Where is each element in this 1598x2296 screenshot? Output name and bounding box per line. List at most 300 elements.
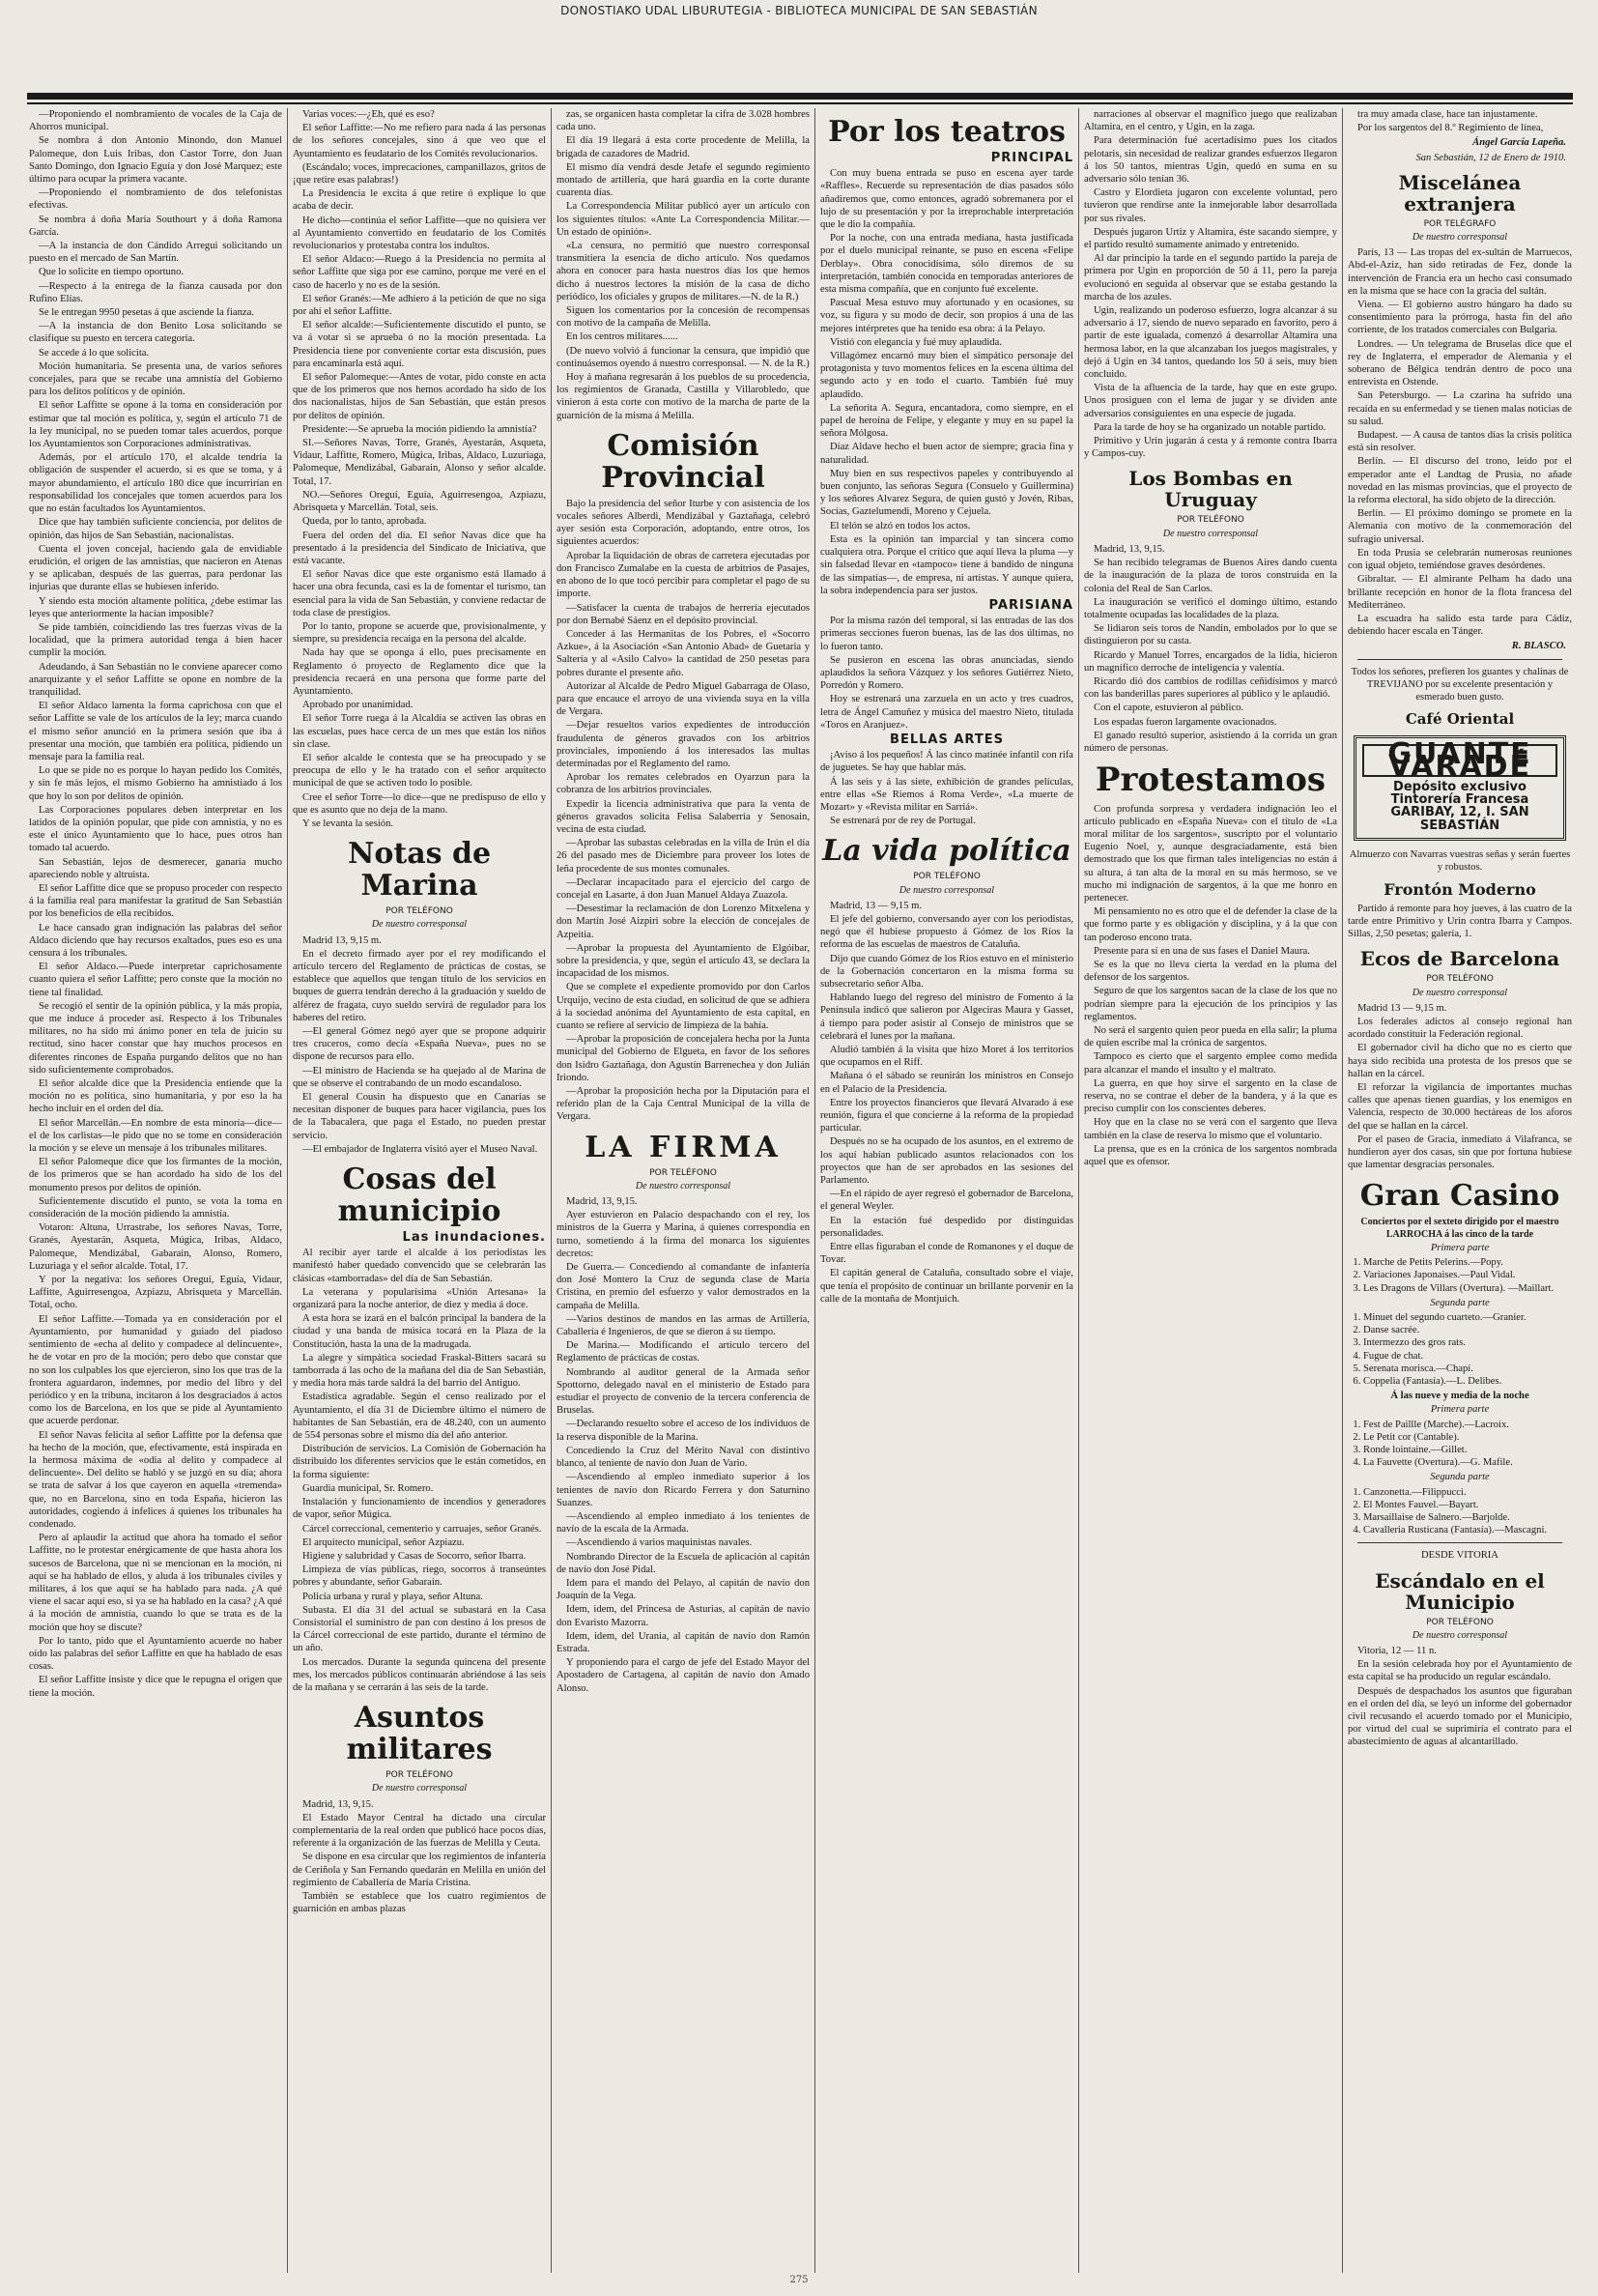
paragraph: Vitoria, 12 — 11 n. (1357, 1645, 1437, 1656)
paragraph: El señor Aldaco lamenta la forma caprichosa con que el señor Laffitte se vale de los artículos de la ley; marca cuando el mismo señor anunció en la primera sesión que iba á presentar una moción, que también era política, pidiendo un mensaje para la familia real. (29, 701, 282, 762)
navarras-ad: Almuerzo con Navarras vuestras señas y serán fuertes y robustos. (1349, 848, 1571, 874)
paragraph: zas, se organicen hasta completar la cifra de 3.028 hombres cada uno. (556, 109, 810, 133)
casino-night: Á las nueve y media de la noche (1390, 1391, 1529, 1402)
paragraph: Moción humanitaria. Se presenta una, de varios señores concejales, para que se recabe una amnistía del Gobierno para los delitos políticos y de opinión. (29, 360, 282, 398)
paragraph: —Aprobar la propuesta del Ayuntamiento de Elgóibar, sobre la presidencia, y que, según el artículo 43, se declara la incapacidad de los mismos. (556, 942, 810, 980)
paragraph: Bajo la presidencia del señor Iturbe y con asistencia de los vocales señores Alberdi, Mendizábal y Gaztañaga, celebró ayer sesión esta Corporación, adoptando, entre otros, los siguientes acuerdos: (556, 498, 810, 548)
program-item: 4. La Fauvette (Overtura).—G. Mafile. (1363, 1456, 1572, 1469)
marina-source: POR TELÉFONO (385, 906, 453, 917)
paragraph: Se le entregan 9950 pesetas á que asciende la fianza. (39, 307, 254, 319)
vida-correspondent: De nuestro corresponsal (899, 884, 995, 896)
parisiana-paragraphs (820, 615, 1073, 732)
paragraph: Entre los proyectos financieros que llevará Alvarado á ese reunión, figura el que concierne á la reforma de la propiedad particular. (820, 1097, 1073, 1134)
paragraph: La alegre y simpática sociedad Fraskal-Bitters sacará su tamborrada á las ocho de la mañana del día de San Sebastián, y media hora más tarde saldrá la del barrio del Antiguo. (293, 1352, 546, 1390)
program-item: 2. Danse sacrée. (1363, 1324, 1572, 1336)
paragraph: El señor Palomeque dice que los firmantes de la moción, de los primeros que se han acordado ha sido de los del monumento presos por delitos de opinión. (29, 1157, 282, 1193)
paragraph: Con muy buena entrada se puso en escena ayer tarde «Raffles». Recuerde su representación de días pasados sólo añadiremos que, como entonces, agradó sobremanera por el lujo de su presentación y por la irreprochable interpretación que le dio la compañía. (820, 168, 1073, 231)
paragraph: Siguen los comentarios por la concesión de recompensas con motivo de la campaña de Melilla. (556, 305, 810, 330)
paragraph: Por lo tanto, pido que el Ayuntamiento acuerde no haber oído las palabras del señor Laffitte en que ha hablado de esas cosas. (29, 1635, 282, 1673)
paragraph: El señor alcalde:—Suficientemente discutido el punto, se va á votar si se aprueba ó no la moción presentada. La Presidencia tiene por conveniente cortar esta discusión, pues para encaminarla está aquí. (293, 320, 546, 369)
paragraph: También se establece que los cuatro regimientos de guarnición en ambas plazas (293, 1890, 546, 1915)
casino-part-3: Primera parte (1430, 1404, 1490, 1416)
paragraph: Con el capote, estuvieron al público. (1094, 703, 1244, 714)
paragraph: Se accede á lo que solicita. (39, 347, 150, 359)
col2-paragraphs (293, 108, 546, 830)
marina-correspondent: De nuestro corresponsal (371, 919, 468, 931)
paragraph: Autorizar al Alcalde de Pedro Miguel Gabarraga de Olaso, para que encauce el arroyo de una vivienda suya en la villa de Vergara. (556, 680, 810, 718)
paragraph: Ugin, realizando un poderoso esfuerzo, logra alcanzar á su adversario á 17, siendo de nuevo separado en favorito, pero á partir de este igualada, comenzó á desarrollar Altamira una hermosa labor, en la que alcanzaban los juegos magistrales, y dejó á Ugin en 34 tantos, quedando los 50 á seis, muy bien concluido. (1084, 305, 1337, 381)
vida-heading: La vida política (822, 834, 1071, 869)
paragraph: Subasta. El día 31 del actual se subastará en la Casa Consistorial el suministro de pan con destino á los presos de la Cárcel correccional de este partido, durante el término de un año. (293, 1604, 546, 1654)
col3-paragraphs (556, 108, 810, 422)
paragraph: San Sebastián, lejos de desmerecer, ganaría mucho apareciendo noble y altruista. (29, 856, 282, 880)
protestamos-paragraphs (1084, 803, 1337, 1169)
miscelanea-heading: Miscelánea extranjera (1398, 170, 1522, 215)
archive-header: DONOSTIAKO UDAL LIBURUTEGIA - BIBLIOTECA MUNICIPAL DE SAN SEBASTIÁN (560, 4, 1038, 17)
program-item: 1. Fest de Paillle (Marche).—Lacroix. (1363, 1419, 1572, 1431)
paragraph: Madrid 13, 9,15 m. (302, 934, 382, 946)
separator (1357, 1542, 1562, 1543)
paragraph: —Aprobar la proposición hecha por la Diputación para el referido plan de la Caja Central Municipal de la villa de Vergara. (556, 1086, 810, 1123)
paragraph: Ricardo dió dos cambios de rodillas ceñidísimos y marcó con las banderillas pares superiores al público y le aplaudió. (1084, 675, 1337, 701)
paragraph: Hoy se estrenará una zarzuela en un acto y tres cuadros, letra de Ángel Camuñez y música del maestro Nieto, titulada «Toros en Aranjuez». (820, 694, 1073, 731)
paragraph: Idem, idem, del Urania, al capitán de navío don Ramón Estrada. (556, 1630, 810, 1654)
paragraph: Los espadas fueron largamente ovacionados. (1094, 716, 1277, 728)
paragraph: NO.—Señores Oreguí, Eguía, Aguirresengoa, Azpiazu, Abrisqueta y Marcellán. Total, seis. (293, 489, 546, 514)
paragraph: Votaron: Altuna, Urrastrabe, los señores Navas, Torre, Granés, Ayestarán, Asqueta, Múgica, Iribas, Aldaco, Palomeque, Mendizábal, Gabarain, Alonso, Romero, Luzuriaga y el señor alcalde. Total, 17. (29, 1222, 282, 1272)
paragraph: Después de despachados los asuntos que figuraban en el orden del día, se leyó un informe del gobernador civil recusando el acuerdo tomado por el Municipio, por virtud del cual se suprimiría el contrato para el abastecimiento de aguas al alcantarillado. (1348, 1685, 1572, 1748)
paragraph: Nombrando al auditor general de la Armada señor Spottorno, delegado naval en el ministerio de Estado para estudiar el proyecto de convenio de la tercera conferencia de Bruselas. (556, 1366, 810, 1417)
paragraph: En la sesión celebrada hoy por el Ayuntamiento de esta capital se ha producido un regular escándalo. (1348, 1659, 1572, 1683)
paragraph: Madrid, 13, 9,15. (566, 1196, 638, 1208)
paragraph: En la estación fué despedido por distinguidas personalidades. (820, 1215, 1073, 1239)
paragraph: El señor Palomeque:—Antes de votar, pido conste en acta que de los primeros que nos hemos acordado ha sido de los dos nacionalistas, hijos de San Sebastián, que están presos por delitos de opinión. (293, 372, 546, 421)
militares-heading: Asuntos militares (346, 1701, 493, 1767)
paragraph: —En el rápido de ayer regresó el gobernador de Barcelona, el general Weyler. (820, 1189, 1073, 1213)
paragraph: La guerra, en que hoy sirve el sargento en la clase de reserva, no se contrae el deber de la bandera, y á la que es preciso cumplir con los conscientes deberes. (1084, 1077, 1337, 1115)
paragraph: «La censura, no permitió que nuestro corresponsal transmitiera la esencia de dicho artículo. Nos quedamos ahora en conocer para hasta nuestros días los que hemos dicho á nuestros lectores la misión de la casa de dicho periódico, los oficiales y grupos de militares.—N. de la R.) (556, 241, 810, 302)
paragraph: —Desestimar la reclamación de don Lorenzo Mitxelena y don Martín José Aizpiri sobre la elección de concejales de Azpeitia. (556, 904, 810, 940)
paragraph: Aprobar los remates celebrados en Oyarzun para la cobranza de los arbitrios provinciales. (556, 772, 810, 796)
paragraph: París, 13 — Las tropas del ex-sultán de Marruecos, Abd-el-Aziz, han sido retiradas de Fez, donde la intervención de Francia era un hecho casi consumado en la misma que se hace con la gracia del sultán. (1348, 247, 1572, 297)
firma-correspondent: De nuestro corresponsal (635, 1180, 731, 1191)
paragraph: En los centros militares...... (566, 331, 678, 343)
paragraph: —Ascendiendo al empleo inmediato á los tenientes de navío de la escala de la Armada. (556, 1510, 810, 1535)
paragraph: Entre ellas figuraban el conde de Romanones y el duque de Tovar. (820, 1242, 1073, 1266)
paragraph: Se pusieron en escena las obras anunciadas, siendo aplaudidos la señora Vázquez y los señores Gutiérrez Nieto, Porredón y Romero. (820, 654, 1073, 692)
paragraph: La Presidencia le excita á que retire ó explique lo que acaba de decir. (293, 188, 546, 213)
paragraph: El ganado resultó superior, asistiendo á la corrida un gran número de personas. (1084, 730, 1337, 754)
ad-line-3: GARIBAY, 12, I. SAN SEBASTIÁN (1390, 805, 1529, 833)
top-rule-thin (27, 102, 1573, 104)
paragraph: La Correspondencia Militar publicó ayer un artículo con los siguientes títulos: «Ante La Correspondencia Militar.—Un estado de opinión». (556, 201, 810, 238)
paragraph: Primitivo y Urin jugarán á cesta y á remonte contra Ibarra y Campos-cuy. (1084, 436, 1337, 460)
paragraph: El señor Navas felicita al señor Laffitte por la defensa que ha hecho de la moción, que, efectivamente, está inspirada en la hermosa máxima de «odia al delito y compadece al delincuente». Del delito se habló y se juzgó en su día; ahora se trata de salvar á los que cayeron en aquella «tremenda» que, no en Barcelona, sino en toda España, hicieron las autoridades, cogiendo á infelices á quienes los tribunales ha condenado. (29, 1429, 282, 1530)
firma-heading: LA FIRMA (585, 1130, 782, 1164)
paragraph: Muy bien en sus respectivos papeles y contribuyendo al buen conjunto, las señoras Segura (Consuelo y Guillermina) y los señores Alvarez Segura, de quien gustó y Jovén, Ribas, Socías, Gaztelumendi, Moreno y Cejuela. (820, 468, 1073, 518)
paragraph: Se pide también, coincidiendo las tres fuerzas vivas de la localidad, que la primera autoridad tenga á bien hacer cumplir la moción. (29, 621, 282, 659)
program-item: 6. Coppelia (Fantasía).—L. Delibes. (1363, 1375, 1572, 1388)
paragraph: Esta es la opinión tan imparcial y tan sincera como cualquiera otra. Porque el crítico que aquí lleva la pluma —y sin falsedad llevar en «tampoco» tiene á bandido de ninguna de las simpatías—, de empresa, ni artistas. Y aunque quiera, la sobra independencia para ser justos. (820, 533, 1073, 596)
cosas-paragraphs (293, 1247, 546, 1694)
paragraph: El día 19 llegará á esta corte procedente de Melilla, la brigada de cazadores de Madrid. (556, 135, 810, 159)
paragraph: Adeudando, á San Sebastián no le conviene aparecer como anarquizante y el señor Laffitte se opone en nombre de la tranquilidad. (29, 661, 282, 698)
ad-line-2: Tintorería Francesa (1390, 792, 1529, 808)
paragraph: Se dispone en esa circular que los regimientos de infantería de Ceriñola y San Fernando quedarán en Melilla en unión del regimiento de Caballería de María Cristina. (293, 1851, 546, 1888)
paragraph: —Aprobar la proposición de concejalera hecha por la Junta municipal del Gobierno de Elgueta, en favor de los señores don Isidro Gaztañaga, don Agustín Barrenechea y don Julián Iriondo. (556, 1034, 810, 1083)
paragraph: Hablando luego del regreso del ministro de Fomento á la Península indicó que salieron por Algeciras Maura y Gasset, á tiempo para poder asistir al Consejo de ministros que se celebrará el lunes por la mañana. (820, 992, 1073, 1042)
bombas-source: POR TELÉFONO (1177, 515, 1244, 526)
escandalo-heading: Escándalo en el Municipio (1375, 1568, 1545, 1614)
paragraph: (Escándalo; voces, imprecaciones, campanillazos, gritos de ¡que retire esas palabras!) (293, 161, 546, 187)
paragraph: No será el sargento quien peor pueda en ella salir; la pluma de quien escribe mal la crónica de sargentos. (1084, 1024, 1337, 1049)
paragraph: El señor Aldaco.—Puede interpretar caprichosamente cuanto quiera el señor Laffitte; pero conste que la moción no tiene tal finalidad. (29, 961, 282, 998)
program-item: 1. Canzonetta.—Filippucci. (1363, 1486, 1572, 1499)
teatros-heading: Por los teatros (828, 115, 1066, 149)
paragraph: Presidente:—Se aprueba la moción pidiendo la amnistía? (302, 423, 537, 435)
paragraph: Queda, por lo tanto, aprobada. (302, 516, 427, 528)
separator (1357, 659, 1562, 660)
paragraph: Gibraltar. — El almirante Pelham ha dado una brillante recepción en honor de la flota francesa del Mediterráneo. (1348, 574, 1572, 611)
paragraph: Se nombra á don Antonio Minondo, don Manuel Palomeque, don Luis Iribas, don Castor Torre, don Juan Santo Domingo, don Ignacio Eguía y don José Marquez; este último para ocupar la primera vacante. (29, 135, 282, 186)
paragraph: Cuenta el joven concejal, haciendo gala de envidiable erudición, el origen de las amnistías, que nacieron en Atenas y se aplicaban, después de las guerras, para perdonar las injurias que durante ellas se hubiesen inferido. (29, 543, 282, 593)
escandalo-paragraphs (1348, 1645, 1572, 1749)
paragraph: Se estrenará por de rey de Portugal. (830, 816, 976, 827)
paragraph: —Ascendiendo al empleo inmediato superior á los tenientes de navío don Ricardo Ferrera y don Saturnino Suanzes. (556, 1472, 810, 1508)
fronton-text: Partido á remonte para hoy jueves, á las cuatro de la tarde entre Primitivo y Urin contra Ibarra y Campos. Sillas, 2,50 pesetas; galería, 1. (1348, 903, 1572, 940)
paragraph: De Marina.— Modificando el artículo tercero del Reglamento de prácticas de costas. (556, 1340, 810, 1364)
paragraph: —Aprobar las subastas celebradas en la villa de Irún el día 26 del pasado mes de Diciembre para proveer los lotes de leña procedente de sus montes comunales. (556, 838, 810, 875)
ecos-source: POR TELÉFONO (1426, 974, 1494, 985)
miscelanea-paragraphs (1348, 246, 1572, 638)
paragraph: Londres. — Un telegrama de Bruselas dice que el rey de Inglaterra, el emperador de Alemania y el soberano de Bélgica tendrán dentro de poco una entrevista en Ostende. (1348, 338, 1572, 388)
paragraph: tra muy amada clase, hace tan injustamente. (1357, 109, 1538, 120)
paragraph: El señor alcalde dice que la Presidencia entiende que la moción no es política, sino humanitaria, y por eso la ha hecho incluir en el orden del día. (29, 1078, 282, 1115)
paragraph: El telón se alzó en todos los actos. (830, 520, 971, 531)
column-6 (1348, 108, 1572, 2273)
ad-title: GUANTE VARADÉ (1362, 744, 1557, 777)
paragraph: Por los sargentos del 8.º Regimiento de línea, (1357, 123, 1544, 134)
paragraph: En el decreto firmado ayer por el rey modificando el artículo tercero del Reglamento de prácticas de costas, se establece que aquellos que tengan título de los servicios en buques de guerra tendrán derecho á la graduación y sueldo de alférez de fragata, cuyo sueldo servirá de regulador para los haberes del retiro. (293, 948, 546, 1023)
paragraph: ¡Aviso á los pequeños! Á las cinco matinée infantil con rifa de juguetes. Se hay que hablar más. (820, 750, 1073, 774)
paragraph: —Satisfacer la cuenta de trabajos de herrería ejecutados por don Bernabé Sáenz en el depósito provincial. (556, 602, 810, 626)
paragraph: —Varios destinos de mandos en las armas de Artillería, Caballería é Ingenieros, de que se dieron á su tiempo. (556, 1313, 810, 1338)
paragraph: —A la instancia de don Benito Losa solicitando se clasifique su puesto en tercera categoría. (29, 321, 282, 345)
escandalo-correspondent: De nuestro corresponsal (1412, 1629, 1508, 1641)
paragraph: Con profunda sorpresa y verdadera indignación leo el artículo publicado en «España Nueva» con el título de «La moral militar de los sargentos», suscripto por el voluntario Eugenio Noel, y, aunque desgraciadamente, está bien demostrado que los que firman tales inteligencias no están á su altura, á tan alta de la moral en su más hermoso, se ve mucho mi indignación de sargentos, á la que me honro en pertenecer. (1084, 803, 1337, 904)
vida-source: POR TELÉFONO (913, 872, 981, 882)
col1-paragraphs (29, 108, 282, 1700)
column-divider (287, 108, 288, 2273)
militares-source: POR TELÉFONO (385, 1770, 453, 1781)
program-item: 2. Variaciones Japonaises.—Paul Vidal. (1363, 1269, 1572, 1281)
parisiana-heading: PARISIANA (988, 597, 1073, 613)
paragraph: Limpieza de vías públicas, riego, socorros á transeúntes pobres y abundante, señor Gabarain. (293, 1564, 546, 1589)
paragraph: Castro y Elordieta jugaron con excelente voluntad, pero tuvieron que rendirse ante la inmejorable labor desarrollada por sus rivales. (1084, 187, 1337, 224)
paragraph: Se han recibido telegramas de Buenos Aires dando cuenta de la inauguración de la plaza de toros construida en la colonia del Real de San Carlos. (1084, 558, 1337, 594)
paragraph: Berlín. — El discurso del trono, leído por el emperador ante el Landtag de Prusia, no añade novedad en las mismas provincias, que el proyecto de la reforma electoral, ha sido objeto de la dirección. (1348, 456, 1572, 506)
cafe-heading: Café Oriental (1405, 710, 1515, 729)
program-item: 1. Minuet del segundo cuarteto.—Granier. (1363, 1311, 1572, 1324)
ecos-heading: Ecos de Barcelona (1359, 947, 1560, 971)
paragraph: La inauguración se verificó el domingo último, estando totalmente ocupadas las localidades de la plaza. (1084, 596, 1337, 620)
paragraph: En toda Prusia se celebrarán numerosas reuniones con igual objeto, temiéndose graves desórdenes. (1348, 547, 1572, 572)
signature: Ángel García Lapeña. (1472, 137, 1566, 149)
paragraph: La señorita A. Segura, encantadora, como siempre, en el papel de heroína de Felipe, y elegante y muy en su papel la señora Mólgosa. (820, 402, 1073, 440)
paragraph: SI.—Señores Navas, Torre, Granés, Ayestarán, Asqueta, Vidaur, Laffitte, Romero, Múgica, Iribas, Aldaco, Luzuriaga, Palomeque, Mendizábal, Gabarain, Alonso y señor alcalde. Total, 17. (293, 438, 546, 487)
paragraph: Presente para sí en una de sus fases el Daniel Maura. (1094, 945, 1310, 957)
column-divider (1078, 108, 1079, 2273)
paragraph: Después no se ha ocupado de los asuntos, en el extremo de los aquí habían publicado asuntos relacionados con los proyectos que han de ser aprobados en las sesiones del Parlamento. (820, 1136, 1073, 1187)
paragraph: El señor Marcellán.—En nombre de esta minoría—dice—el de los carlistas—le pido que no se tome en consideración la moción y se eleve un mensaje á los tribunales militares. (29, 1117, 282, 1155)
paragraph: El reforzar la vigilancia de importantes muchas calles que apenas tienen guardias, y los enemigos en Valencia, respecto de 30.000 hectáreas de los aforos del que se hallan en la cárcel. (1348, 1082, 1572, 1132)
paragraph: Vistió con elegancia y fué muy aplaudida. (830, 336, 1002, 348)
paragraph: El señor Laffitte se opone á la toma en consideración por estimar que tal moción es política, y, según el artículo 71 de la ley municipal, no se pueden tomar tales acuerdos, porque los Ayuntamientos son Corporaciones administrativas. (29, 400, 282, 450)
paragraph: Los federales adictos al consejo regional han acordado constituir la Federación regional. (1348, 1017, 1572, 1041)
paragraph: Mañana ó el sábado se reunirán los ministros en Consejo en el Palacio de la Presidencia. (820, 1071, 1073, 1095)
paragraph: El señor Navas dice que este organismo está llamado á hacer una obra fecunda, casi es la de fomentar el turismo, tan esencial para la vida de San Sebastián, y conviene redactar de toda clase de prestigios. (293, 569, 546, 618)
paragraph: Nombrando Director de la Escuela de aplicación al capitán de navío don José Pidal. (556, 1551, 810, 1575)
casino-subheading: Conciertos por el sexteto dirigido por el maestro LARROCHA á las cinco de la tarde (1360, 1216, 1559, 1240)
bellas-paragraphs (820, 749, 1073, 827)
column-4 (820, 108, 1073, 2273)
paragraph: El señor Torre ruega á la Alcaldía se activen las obras en las escuelas, pues hace cerca de un mes que están los niños sin clase. (293, 713, 546, 750)
paragraph: El señor Laffitte insiste y dice que le repugna el origen que tiene la moción. (29, 1675, 282, 1699)
paragraph: El Estado Mayor Central ha dictado una circular complementaria de la real orden que publicó hace pocos días, referente á la organización de las fuerzas de Melilla y Ceuta. (293, 1812, 546, 1850)
ad-line-1: Depósito exclusivo (1393, 780, 1527, 795)
paragraph: Por la noche, con una entrada mediana, hasta justificada por el duelo municipal reinante, se puso en escena «Felipe Derblay». Obra conocidísima, sólo diremos de su interpretación, también conocida en temporadas anteriores de esta misma compañía, que en conjunto fué excelente. (820, 233, 1073, 296)
paragraph: Lo que se pide no es porque lo hayan pedido los Comités, y sin fe más lejos, el mismo Gobierno ha amnistiado á los que hoy lo son por delitos de opinión. (29, 765, 282, 802)
paragraph: Se nombra á doña María Southourt y á doña Ramona García. (29, 214, 282, 238)
paragraph: Las Corporaciones populares deben interpretar en los latidos de la opinión popular, que pide con amnistía, y no es este el único Ayuntamiento que lo hace, pues otros han tomado tal acuerdo. (29, 804, 282, 854)
paragraph: El señor Laffitte:—No me refiero para nada á las personas de los señores concejales, sino á que veo que el Ayuntamiento es feudatario de los Comités revolucionarios. (293, 123, 546, 159)
paragraph: —Proponiendo el nombramiento de vocales de la Caja de Ahorros municipal. (29, 109, 282, 133)
casino-heading: Gran Casino (1359, 1178, 1560, 1213)
paragraph: El señor Laffitte dice que se propuso proceder con respecto á la familia real para manifestar la gratitud de San Sebastián por los beneficios de ella recibidos. (29, 882, 282, 920)
trevijano-ad: Todos los señores, prefieren los guantes y chalinas de TREVIJANO por su excelente presentación y esmerado buen gusto. (1351, 666, 1569, 703)
paragraph: Guardia municipal, Sr. Romero. (302, 1482, 434, 1494)
paragraph: —Ascendiendo á varios maquinistas navales. (566, 1537, 753, 1549)
paragraph: Seguro de que los sargentos sacan de la clase de los que no podrían siempre para la ejecución de los principios y las reglamentos. (1084, 986, 1337, 1022)
paragraph: Por lo tanto, propone se acuerde que, provisionalmente, y siempre, su presidencia recaiga en la persona del alcalde. (293, 620, 546, 646)
paragraph: Después jugaron Urtiz y Altamira, éste sacando siempre, y el partido resultó sumamente animado y entretenido. (1084, 226, 1337, 251)
misc-signature: R. BLASCO. (1511, 641, 1566, 652)
page-number: 275 (789, 2275, 809, 2285)
paragraph: Ayer estuvieron en Palacio despachando con el rey, los ministros de la Guerra y Marina, á quienes correspondía en turno, sometiendo á la firma del monarca los siguientes decretos: (556, 1210, 810, 1259)
program-item: 3. Intermezzo des gros rats. (1363, 1336, 1572, 1349)
program-item: 4. Fugue de chat. (1363, 1350, 1572, 1363)
paragraph: De Guerra.— Concediendo al comandante de infantería don José Montero la Cruz de segunda clase de María Cristina, en premio del esfuerzo y valor demostrados en la campaña de Melilla. (556, 1262, 810, 1311)
column-3 (556, 108, 810, 2273)
paragraph: El señor Laffitte.—Tomada ya en consideración por el Ayuntamiento, por humanidad y guiado del piadoso sentimiento de «echa al delito y compadece al delincuente», he de votar en pro de la moción; pero debo que constar que no son los culpables los que ejercieron, sino los que tras de la frontera aguardaron, indemnes, por medio del libro y del periódico y en la tribuna, incitaron á los desgraciados á actos como los de Barcelona, en los que se pide al Ayuntamiento que acuerde perdonar. (29, 1313, 282, 1427)
paragraph: El jefe del gobierno, conversando ayer con los periodistas, negó que él hubiese propuesto á Gómez de los Ríos la reforma de las escuelas de maestros de Cataluña. (820, 913, 1073, 951)
paragraph: Hoy á mañana regresarán á los pueblos de su procedencia, los regimientos de Granada, Castilla y Villarobledo, que vinieron á esta corte con motivo de la marcha de parte de la guarnición de la misma á Melilla. (556, 372, 810, 421)
paragraph: Madrid, 13 — 9,15 m. (830, 900, 923, 911)
paragraph: Distribución de servicios. La Comisión de Gobernación ha distribuido los diferentes servicios que le están cometidos, en la forma siguiente: (293, 1444, 546, 1480)
paragraph: Budapest. — A causa de tantos días la crisis política está sin resolver. (1348, 430, 1572, 454)
paragraph: A esta hora se izará en el balcón principal la bandera de la ciudad y una banda de música tocará en la Plaza de la Constitución, hasta la una de la madrugada. (293, 1313, 546, 1350)
paragraph: Pascual Mesa estuvo muy afortunado y en ocasiones, su voz, su figura y su modo de decir, son propios á una de las mejores intérpretes que ha tenido esa obra: á la Pelayo. (820, 298, 1073, 334)
paragraph: Estadística agradable. Según el censo realizado por el Ayuntamiento, el día 31 de Diciembre último el número de habitantes de San Sebastián, era de 48.240, con un aumento de 554 personas sobre el mismo día del año anterior. (293, 1392, 546, 1442)
paragraph: El señor Granés:—Me adhiero á la petición de que no siga por ahí el señor Laffitte. (293, 293, 546, 318)
casino-part-4: Segunda parte (1430, 1472, 1490, 1483)
paragraph: Concediendo la Cruz del Mérito Naval con distintivo blanco, al teniente de navío don Juan de Vario. (556, 1445, 810, 1470)
bombas-heading: Los Bombas en Uruguay (1128, 467, 1293, 512)
paragraph: Y siendo esta moción altamente política, ¿debe estimar las leyes que anteriormente la hacían imposible? (29, 595, 282, 619)
paragraph: Por el paseo de Gracia, inmediato á Vilafranca, se hundieron ayer dos casas, sin que por fortuna hubiese que lamentar desgracias personales. (1348, 1134, 1572, 1171)
principal-paragraphs (820, 167, 1073, 597)
paragraph: Y por la negativa: los señores Oreguí, Eguía, Vidaur, Laffitte, Aguirresengoa, Azpiazu, Abrisqueta y Marcellán. Total, ocho. (29, 1275, 282, 1311)
paragraph: El señor Aldaco:—Ruego á la Presidencia no permita al señor Laffitte que siga por ese camino, porque me veré en el caso de hacerlo y no es de la sesión. (293, 254, 546, 291)
paragraph: El mismo día vendrá desde Jetafe el segundo regimiento montado de artillería, que hará guardia en la corte durante cuarenta días. (556, 161, 810, 199)
protestamos-heading: Protestamos (1095, 761, 1327, 800)
paragraph: Que se complete el expediente promovido por don Carlos Urquijo, vecino de esta ciudad, en solicitud de que se adhiera á la sociedad anónima del Ayuntamiento de esta capital, en cuanto se refiere al servicio de limpieza de la bahía. (556, 982, 810, 1031)
militares-paragraphs (293, 1798, 546, 1916)
program-item: 2. El Montes Fauvel.—Bayart. (1363, 1499, 1572, 1511)
bombas-paragraphs (1084, 543, 1337, 755)
casino-program-2 (1363, 1311, 1572, 1388)
paragraph: La escuadra ha salido esta tarde para Cádiz, debiendo hacer escala en Tánger. (1348, 613, 1572, 638)
top-rule (27, 93, 1573, 100)
program-item: 4. Cavalleria Rusticana (Fantasía).—Mascagni. (1363, 1524, 1572, 1536)
paragraph: Berlín. — El próximo domingo se promete en la Alemania con motivo de la conmemoración del sufragio universal. (1348, 508, 1572, 545)
marina-paragraphs (293, 934, 546, 1156)
program-item: 1. Marche de Petits Pelerins.—Popy. (1363, 1256, 1572, 1269)
paragraph: Díaz Aldave hecho el buen actor de siempre; gracia fina y naturalidad. (820, 442, 1073, 466)
fronton-heading: Frontón Moderno (1384, 880, 1536, 900)
cosas-subheading: Las inundaciones. (402, 1230, 546, 1246)
paragraph: —El embajador de Inglaterra visitó ayer el Museo Naval. (302, 1143, 538, 1155)
cosas-heading: Cosas del municipio (337, 1162, 501, 1229)
paragraph: San Petersburgo. — La czarina ha sufrido una recaída en su enfermedad y se tienen malas noticias de su salud. (1348, 390, 1572, 427)
bellas-heading: BELLAS ARTES (890, 732, 1004, 747)
paragraph: Suficientemente discutido el punto, se vota la toma en consideración de la moción pidiendo la amnistía. (29, 1195, 282, 1220)
paragraph: Además, por el artículo 170, el alcalde tendría la obligación de suspender el acuerdo, si es que se toma, y á mayor abundamiento, el artículo 180 dice que incurrirían en responsabilidad los concejales que tomen acuerdos para los que no están facultados los Ayuntamientos. (29, 452, 282, 515)
paragraph: He dicho—continúa el señor Laffitte—que no quisiera ver al Ayuntamiento convertido en feudatario de los Comités revolucionarios y protestaba contra los indultos. (293, 215, 546, 252)
column-2 (293, 108, 546, 2273)
paragraph: —El general Gómez negó ayer que se propone adquirir tres cruceros, como decía «España Nueva», pues no se dispone de recursos para ello. (293, 1026, 546, 1063)
casino-part-1: Primera parte (1430, 1242, 1490, 1253)
paragraph: Policía urbana y rural y playa, señor Altuna. (302, 1591, 483, 1602)
comision-heading: Comisión Provincial (601, 428, 765, 495)
paragraph: Vista de la afluencia de la tarde, hay que en este grupo. Unos prosiguen con el lema de jugar y se dividen ante adversarios consiguientes en una especie de jugada. (1084, 383, 1337, 419)
program-item: 3. Les Dragons de Villars (Overtura). —Maillart. (1363, 1282, 1572, 1295)
paragraph: Villagómez encarnó muy bien el simpático personaje del protagonista y tuvo momentos felices en la escena última del segundo acto y en todo el cuarto. También fué muy aplaudido. (820, 351, 1073, 400)
paragraph: El señor alcalde le contesta que se ha preocupado y se preocupa de ello y le ha tratado con el señor arquitecto municipal de que se activen todo lo posible. (293, 752, 546, 789)
miscelanea-correspondent: De nuestro corresponsal (1412, 232, 1508, 244)
paragraph: —Declarando resuelto sobre el acceso de los individuos de la reserva disponible de la Marina. (556, 1419, 810, 1443)
paragraph: —A la instancia de don Cándido Arregui solicitando un puesto en el mercado de San Martín. (29, 241, 282, 265)
col5-paragraphs (1084, 108, 1337, 460)
escandalo-source: POR TELÉFONO (1426, 1617, 1494, 1627)
paragraph: Á las seis y á las siete, exhibición de grandes películas, entre ellas «Se Riemos á Roma Verde», «La muerte de Mozart» y «Revista militar en Sarriá». (820, 776, 1073, 813)
paragraph: Dijo que cuando Gómez de los Ríos estuvo en el ministerio de la Gobernación concertaron en la misma forma su subsecretario señor Alba. (820, 953, 1073, 990)
program-item: 5. Serenata morisca.—Chapí. (1363, 1363, 1572, 1375)
firma-paragraphs (556, 1195, 810, 1695)
paragraph: Y proponiendo para el cargo de jefe del Estado Mayor del Apostadero de Cartagena, al capitán de navío don Amado Alonso. (556, 1657, 810, 1694)
paragraph: Dice que hay también suficiente conciencia, por delitos de opinión, das hijos de San Sebastián, nacionalistas. (29, 517, 282, 541)
firma-source: POR TELÉFONO (649, 1167, 717, 1178)
paragraph: Expedir la licencia administrativa que para la venta de géneros gravados solicita Felisa Salaberría y Senosain, vecina de esta ciudad. (556, 798, 810, 835)
paragraph: El general Cousin ha dispuesto que en Canarias se necesitan disponer de buques para hacer vigilancia, pues los de la Tabacalera, que paga el Estado, no pueden prestar servicio. (293, 1092, 546, 1141)
paragraph: Los mercados. Durante la segunda quincena del presente mes, los mercados públicos continuarán abriéndose á las seis de la mañana y se cerrarán á las seis de la tarde. (293, 1656, 546, 1693)
paragraph: Idem para el mando del Pelayo, al capitán de navío don Joaquín de la Vega. (556, 1577, 810, 1602)
paragraph: Para la tarde de hoy se ha organizado un notable partido. (1094, 421, 1327, 433)
paragraph: Aprobado por unanimidad. (302, 700, 414, 711)
marina-heading: Notas de Marina (347, 837, 492, 904)
paragraph: —El ministro de Hacienda se ha quejado al de Marina de que se observe el contrabando de un modo escandaloso. (293, 1065, 546, 1089)
paragraph: La veterana y popularísima «Unión Artesana» la organizará para la noche anterior, de diez y media á doce. (293, 1286, 546, 1311)
column-divider (814, 108, 815, 2273)
principal-heading: PRINCIPAL (990, 151, 1073, 165)
paragraph: Aludió también á la visita que hizo Moret á los territorios que ocupamos en el Riff. (820, 1045, 1073, 1069)
paragraph: —Proponiendo el nombramiento de dos telefonistas efectivas. (29, 187, 282, 212)
paragraph: Aprobar la liquidación de obras de carretera ejecutadas por don Francisco Zumalabe en la cuesta de arbitrios de Pasajes, en abono de lo que tocó percibir para completar el pago de su importe. (556, 550, 810, 600)
paragraph: Cárcel correccional, cementerio y carruajes, señor Granés. (302, 1523, 542, 1535)
paragraph: El capitán general de Cataluña, consultado sobre el viaje, que tenía el propósito de continuar un brillante porvenir en la calle de la montaña de Montjuich. (820, 1268, 1073, 1305)
column-1 (29, 108, 282, 2273)
casino-program-4 (1363, 1486, 1572, 1537)
paragraph: Nada hay que se oponga á ello, pues precisamente en Reglamento ó proyecto de Reglamento dice que la presidencia recaerá en una persona que forme parte del Ayuntamiento. (293, 647, 546, 697)
comision-paragraphs (556, 498, 810, 1124)
paragraph: Madrid 13 — 9,15 m. (1357, 1002, 1447, 1014)
paragraph: —Respecto á la entrega de la fianza causada por don Rufino Elías. (29, 280, 282, 304)
vitoria-heading: DESDE VITORIA (1421, 1550, 1498, 1562)
paragraph: Cree el señor Torre—lo dice—que ne predispuso de ello y que es asunto que no deja de la mano. (293, 791, 546, 816)
paragraph: Para determinación fué acertadísimo pues los citados pelotaris, sin necesidad de realizar grandes esfuerzos llegaron á los 50 tantos, mientras Ugin, quedó en suma en su adversario sólo tenían 36. (1084, 135, 1337, 186)
paragraph: Al dar principio la tarde en el segundo partido la pareja de primera por Ugin en proporción de 50 á 11, pero la pareja evolucionó en seguida al observar que se estaba gestando la marcha de los azules. (1084, 253, 1337, 302)
paragraph: Viena. — El gobierno austro húngaro ha dado su consentimiento para la prórroga, hasta fin del año corriente, de los tratados comerciales con Bulgaria. (1348, 300, 1572, 336)
paragraph: Y se levanta la sesión. (302, 818, 394, 829)
paragraph: —Dejar resueltos varios expedientes de introducción fraudulenta de géneros gravados con los arbitrios provinciales, imponiendo á los interesados las multas determinadas por el Reglamento del ramo. (556, 720, 810, 769)
paragraph: Por la misma razón del temporal, si las entradas de las dos primeras secciones fueron buenas, las de las dos últimas, no lo fueron tanto. (820, 616, 1073, 652)
paragraph: Madrid, 13, 9,15. (302, 1798, 374, 1810)
program-item: 3. Ronde lointaine.—Gillet. (1363, 1444, 1572, 1456)
paragraph: Conceder á las Hermanitas de los Pobres, el «Socorro Azkue», á la Asociación «San Antonio Abad» de Guetaria y Saltería y al «Asilo Calvo» la cantidad de 250 pesetas para pobres durante el presente año. (556, 628, 810, 678)
paragraph: Le hace cansado gran indignación las palabras del señor Aldaco diciendo que hay recursos exaltados, pues eso es una censura á los tribunales. (29, 922, 282, 959)
militares-correspondent: De nuestro corresponsal (371, 1783, 468, 1794)
paragraph: Al recibir ayer tarde el alcalde á los periodistas les manifestó haber quedado convencido que se celebrarán las clásicas «tamborradas» del día de San Sebastián. (293, 1248, 546, 1284)
casino-part-2: Segunda parte (1430, 1297, 1490, 1308)
paragraph: El arquitecto municipal, señor Azpiazu. (302, 1536, 465, 1548)
paragraph: Se recogió el sentir de la opinión pública, y la más propia, que me induce á proceder así. Respecto á los Tribunales militares, no ha sido mi ánimo poner en tela de juicio su rectitud, sino hacer constar que hay muchos procesos en diferentes rincones de España purgando delitos que no han sido suficientemente comprobados. (29, 1000, 282, 1076)
column-divider (1342, 108, 1343, 2273)
paragraph: Ricardo y Manuel Torres, encargados de la lidia, hicieron un magnífico derroche de inteligencia y valentía. (1084, 649, 1337, 674)
ecos-correspondent: De nuestro corresponsal (1412, 987, 1508, 998)
paragraph: Pero al aplaudir la actitud que ahora ha tomado el señor Laffitte, no le protestar enérgicamente de que hasta ahora los sucesos de Barcelona, que ni se mencionan en la moción, ni aquí se ha hablado de ellos, y aluda á los tribunales civiles y militares, á los que aquí se ha hablado para nada. ¿A qué viene el sacar aquí eso, si ya se ha hablado en la casa? ¿A qué á la moción de amnistía, cuando lo que se trata es de la moción que hoy se discute? (29, 1533, 282, 1633)
program-item: 2. Le Petit cor (Cantable). (1363, 1431, 1572, 1444)
paragraph: Se lidiaron seis toros de Nandin, embolados por lo que se distinguieron por su casta. (1084, 623, 1337, 647)
paragraph: Que lo solicite en tiempo oportuno. (39, 267, 185, 278)
paragraph: (De nuevo volvió á funcionar la censura, que impidió que continuásemos oyendo á nuestro corresponsal. — N. de la R.) (556, 345, 810, 369)
paragraph: Tampoco es cierto que el sargento emplee como medida para alcanzar el mando el insulto y el maltrato. (1084, 1051, 1337, 1076)
signature-place: San Sebastián, 12 de Enero de 1910. (1415, 152, 1566, 163)
program-item: 3. Marsaillaise de Salnero.—Barjolde. (1363, 1511, 1572, 1524)
paragraph: Hoy que en la clase no se verá con el sargento que lleva también en la clase de reserva lo mismo que el voluntario. (1084, 1117, 1337, 1141)
paragraph: Instalación y funcionamiento de incendios y generadores de vapor, señor Múgica. (293, 1497, 546, 1521)
column-divider (551, 108, 552, 2273)
vida-paragraphs (820, 900, 1073, 1306)
paragraph: Mi pensamiento no es otro que el de defender la clase de la que formo parte y es obligación y disciplina, y á la que con tan poderoso encono trata. (1084, 906, 1337, 943)
paragraph: Idem, idem, del Princesa de Asturias, al capitán de navío don Evaristo Mazorra. (556, 1604, 810, 1628)
paragraph: Higiene y salubridad y Casas de Socorro, señor Ibarra. (302, 1550, 527, 1562)
paragraph: Fuera del orden del día. El señor Navas dice que ha presentado á la presidencia del Sindicato de Iniciativa, que está vacante. (293, 530, 546, 566)
casino-program-1 (1363, 1256, 1572, 1295)
paragraph: Se es la que no lleva cierta la verdad en la pluma del defensor de los sargentos. (1084, 959, 1337, 984)
paragraph: narraciones al observar el magnífico juego que realizaban Altamira, en el centro, y Ugin, en la zaga. (1084, 109, 1337, 133)
casino-program-3 (1363, 1419, 1572, 1470)
bombas-correspondent: De nuestro corresponsal (1162, 528, 1259, 539)
